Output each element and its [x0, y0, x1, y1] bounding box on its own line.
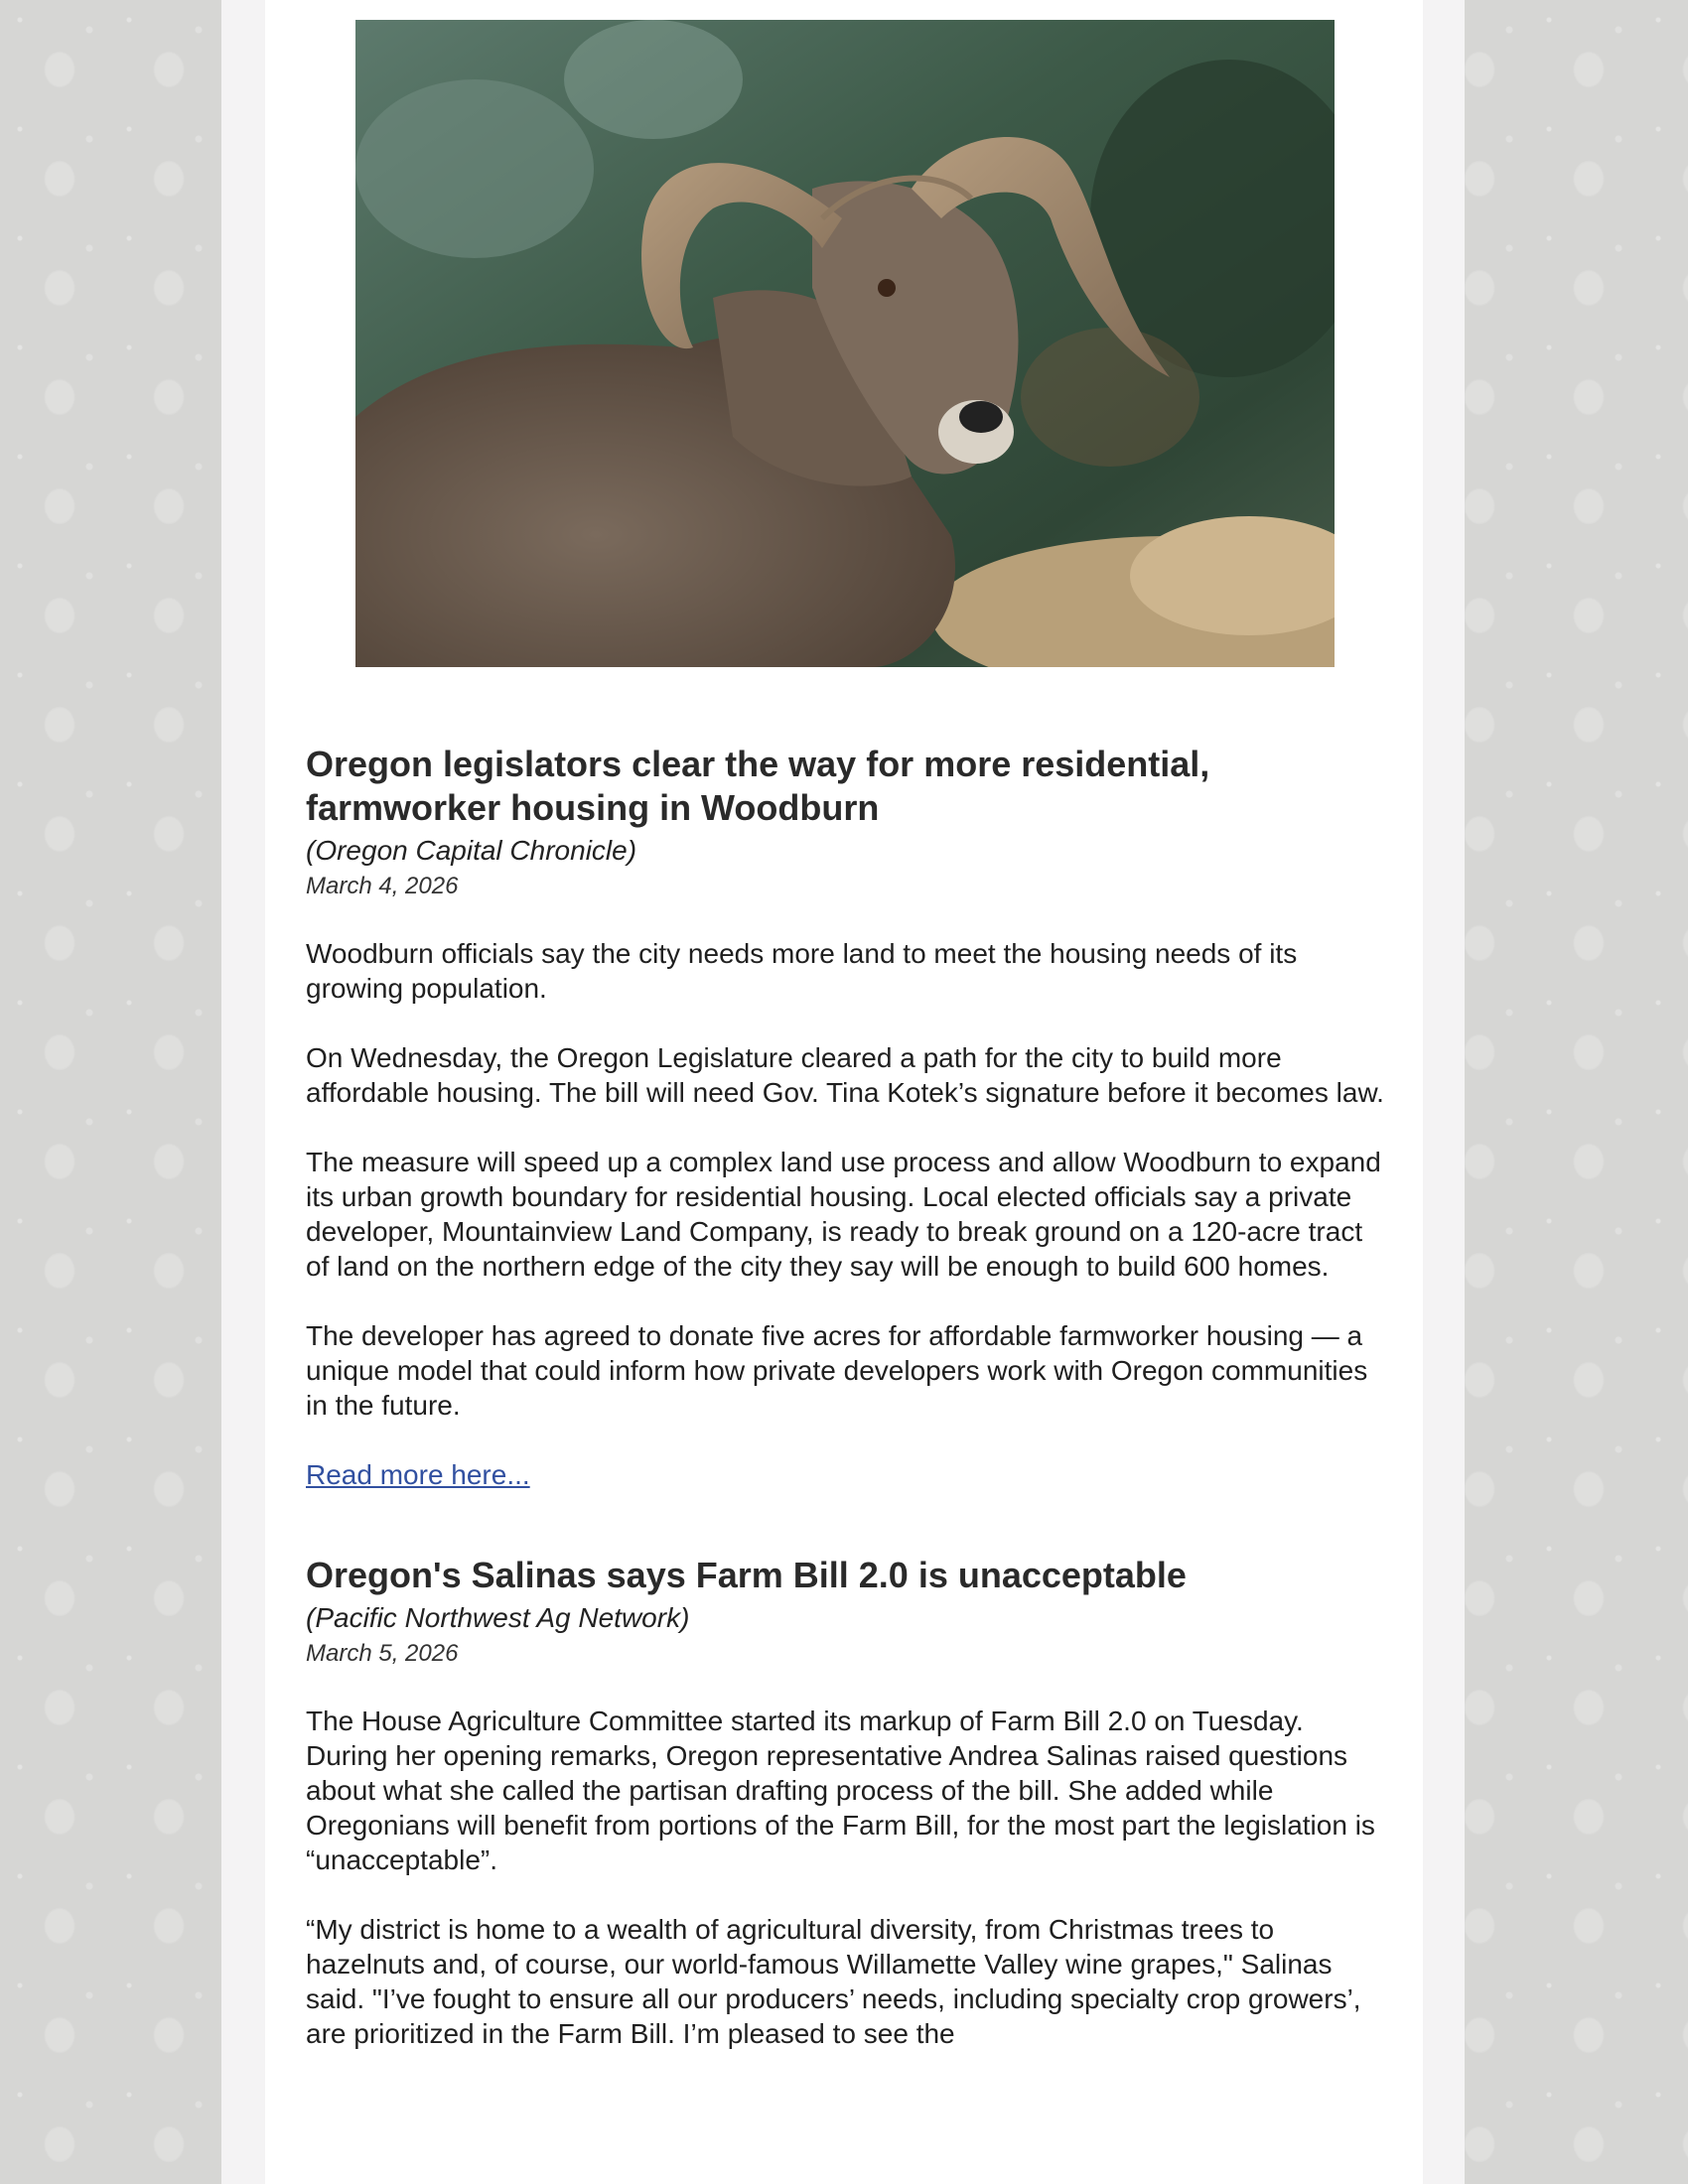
- article-salinas-farm-bill: [306, 1554, 1388, 2051]
- article-paragraph: The measure will speed up a complex land use process and allow Woodburn to expand its urban growth boundary for residential housing. Local elected officials say a private developer, Mountainview Land Company, is ready to break ground on a 120-acre tract of land on the northern edge of the city they say will be enough to build 600 homes.: [306, 1147, 1381, 1282]
- hero-image-bighorn-ram: [355, 20, 1335, 667]
- article-paragraph: Woodburn officials say the city needs more land to meet the housing needs of its growing population.: [306, 938, 1298, 1004]
- read-more-link[interactable]: Read more here...: [306, 1459, 530, 1490]
- article-woodburn-housing: [306, 743, 1388, 1492]
- article-date: March 5, 2026: [306, 1640, 459, 1667]
- article-source: (Pacific Northwest Ag Network): [306, 1602, 690, 1633]
- article-paragraph: On Wednesday, the Oregon Legislature cleared a path for the city to build more affordable housing. The bill will need Gov. Tina Kotek’s signature before it becomes law.: [306, 1042, 1384, 1108]
- article-headline: Oregon's Salinas says Farm Bill 2.0 is unacceptable: [306, 1555, 1187, 1595]
- article-date: March 4, 2026: [306, 873, 459, 899]
- newsletter-content: [306, 743, 1388, 2113]
- article-paragraph: The developer has agreed to donate five acres for affordable farmworker housing — a unique model that could inform how private developers work with Oregon communities in the future.: [306, 1320, 1368, 1421]
- ram-photo-illustration: [355, 20, 1335, 667]
- article-paragraph: The House Agriculture Committee started its markup of Farm Bill 2.0 on Tuesday. During her opening remarks, Oregon representative Andrea Salinas raised questions about what she called the partisan drafting process of the bill. She added while Oregonians will benefit from portions of the Farm Bill, for the most part the legislation is “unacceptable”.: [306, 1706, 1375, 1875]
- article-headline: Oregon legislators clear the way for more residential, farmworker housing in Woodburn: [306, 744, 1210, 828]
- article-source: (Oregon Capital Chronicle): [306, 835, 637, 866]
- article-paragraph: “My district is home to a wealth of agricultural diversity, from Christmas trees to hazelnuts and, of course, our world-famous Willamette Valley wine grapes," Salinas said. "I’ve fought to ensure all our producers’ needs, including specialty crop growers’, are prioritized in the Farm Bill. I’m pleased to see the: [306, 1914, 1361, 2049]
